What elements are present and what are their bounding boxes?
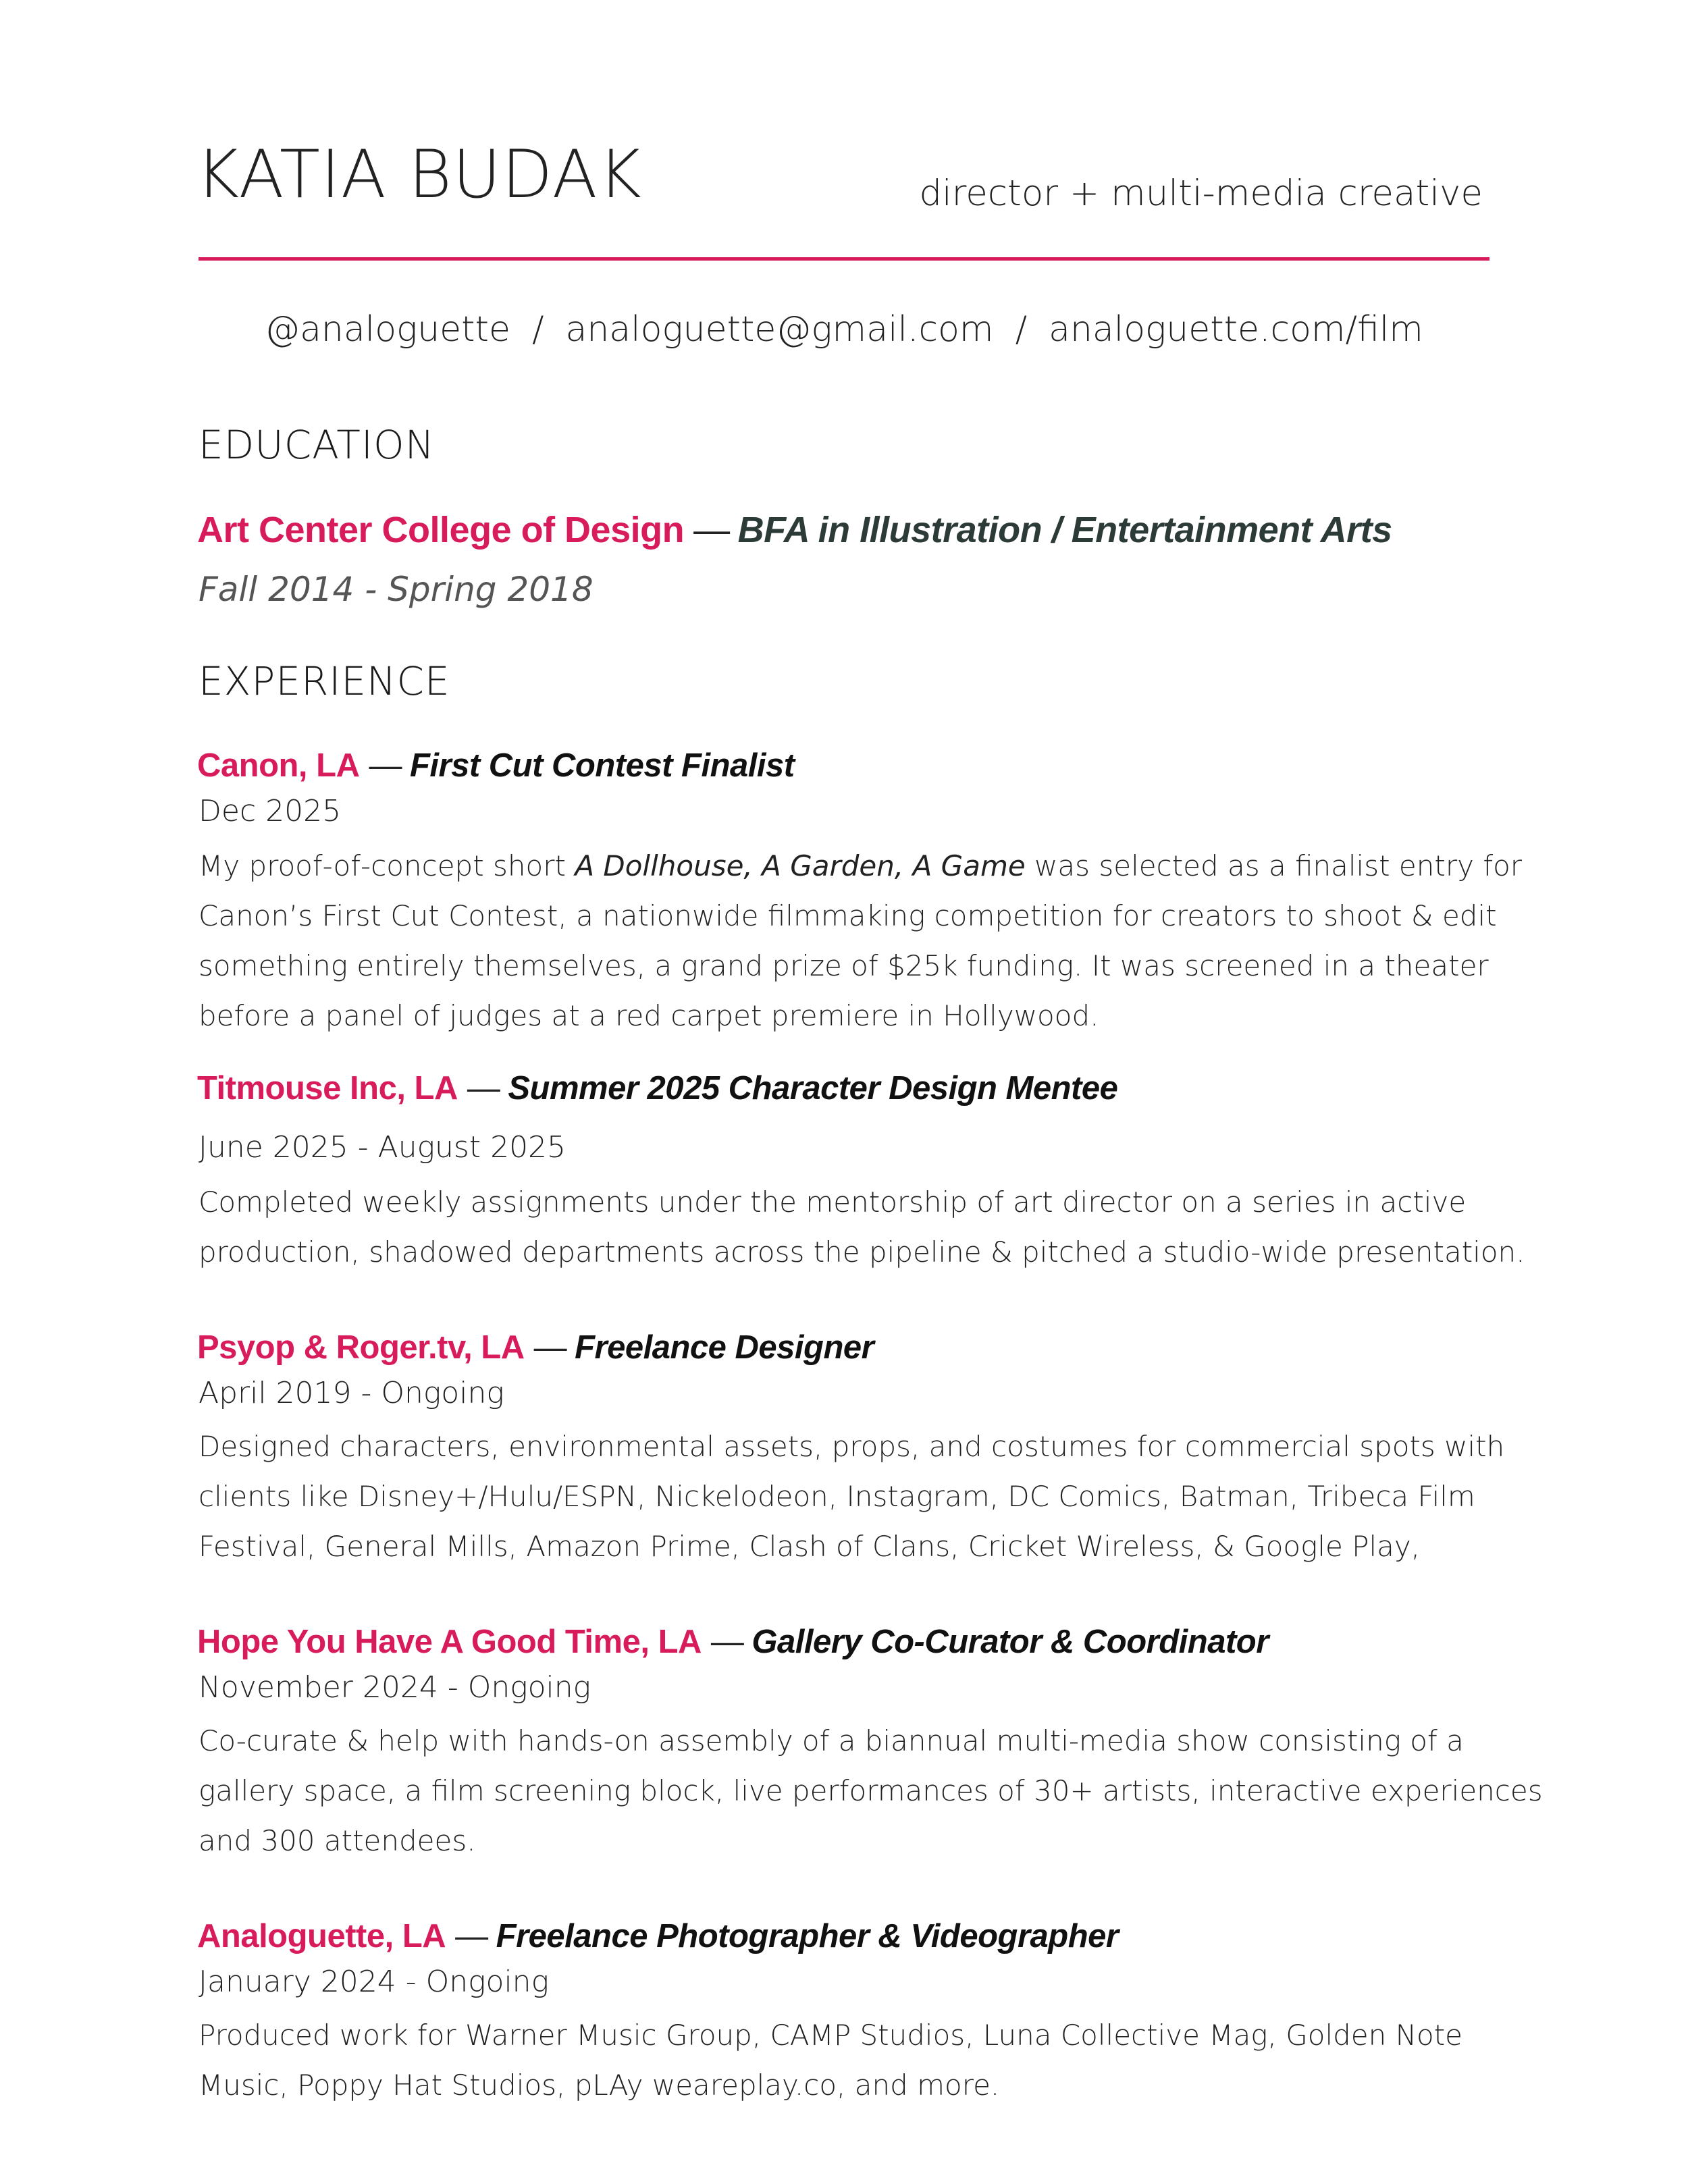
degree-name: BFA in Illustration / Entertainment Arts xyxy=(737,510,1392,550)
contact-separator: / xyxy=(1015,309,1028,350)
experience-entry-heading xyxy=(197,1626,1269,1659)
experience-dates: January 2024 - Ongoing xyxy=(199,1965,549,1999)
employer-name: Analoguette, LA xyxy=(197,1918,446,1954)
description-line: production, shadowed departments across the pipeline & pitched a studio-wide presentation. xyxy=(199,1235,1525,1269)
employer-name: Titmouse Inc, LA xyxy=(197,1070,458,1107)
job-title: Gallery Co-Curator & Coordinator xyxy=(751,1624,1269,1660)
job-title: First Cut Contest Finalist xyxy=(409,747,795,784)
employer-name: Psyop & Roger.tv, LA xyxy=(197,1329,525,1366)
heading-dash: — xyxy=(455,1918,488,1954)
email-address: analoguette@gmail.com xyxy=(565,309,994,350)
description-line: Festival, General Mills, Amazon Prime, Clash of Clans, Cricket Wireless, & Google Play, xyxy=(199,1530,1421,1563)
description-line: gallery space, a film screening block, live performances of 30+ artists, interactive experiences xyxy=(199,1774,1543,1807)
experience-dates: June 2025 - August 2025 xyxy=(199,1130,566,1165)
school-name: Art Center College of Design xyxy=(197,510,685,550)
description-line: Designed characters, environmental assets, props, and costumes for commercial spots with xyxy=(199,1430,1505,1463)
resume-name: KATIA BUDAK xyxy=(196,136,642,213)
experience-dates: April 2019 - Ongoing xyxy=(199,1376,504,1410)
heading-dash: — xyxy=(693,510,730,550)
contact-line xyxy=(0,309,1688,350)
description-line xyxy=(199,841,1522,891)
description-line: Canon’s First Cut Contest, a nationwide filmmaking competition for creators to shoot & edit xyxy=(199,899,1497,932)
description-line: Produced work for Warner Music Group, CAMP Studios, Luna Collective Mag, Golden Note xyxy=(199,2019,1463,2052)
job-title: Summer 2025 Character Design Mentee xyxy=(508,1070,1118,1107)
experience-heading: EXPERIENCE xyxy=(199,658,450,704)
heading-dash: — xyxy=(467,1070,500,1107)
description-text: My proof-of-concept short xyxy=(199,849,575,882)
job-title: Freelance Photographer & Videographer xyxy=(496,1918,1119,1954)
social-handle: @analoguette xyxy=(265,309,510,350)
description-line: Music, Poppy Hat Studios, pLAy weareplay.co, and more. xyxy=(199,2069,1000,2102)
heading-dash: — xyxy=(710,1624,744,1660)
description-line: before a panel of judges at a red carpet premiere in Hollywood. xyxy=(199,999,1099,1032)
description-text: was selected as a finalist entry for xyxy=(1025,849,1523,882)
film-title: A Dollhouse, A Garden, A Game xyxy=(575,849,1026,882)
resume-tagline: director + multi-media creative xyxy=(919,173,1483,214)
website-url: analoguette.com/film xyxy=(1049,309,1423,350)
header-divider xyxy=(199,257,1489,261)
description-line: Completed weekly assignments under the mentorship of art director on a series in active xyxy=(199,1186,1467,1219)
experience-dates: November 2024 - Ongoing xyxy=(199,1670,591,1705)
description-line: Co-curate & help with hands-on assembly of a biannual multi-media show consisting of a xyxy=(199,1724,1464,1757)
heading-dash: — xyxy=(533,1329,567,1366)
job-title: Freelance Designer xyxy=(575,1329,874,1366)
experience-description xyxy=(199,1716,1543,1866)
employer-name: Canon, LA xyxy=(197,747,360,784)
experience-entry-heading xyxy=(197,1072,1117,1105)
experience-entry-heading xyxy=(197,1920,1118,1953)
experience-description xyxy=(199,841,1522,1041)
description-line: and 300 attendees. xyxy=(199,1824,476,1857)
heading-dash: — xyxy=(369,747,402,784)
employer-name: Hope You Have A Good Time, LA xyxy=(197,1624,702,1660)
experience-description xyxy=(199,1422,1522,1572)
education-heading: EDUCATION xyxy=(199,422,436,468)
contact-separator: / xyxy=(531,309,544,350)
experience-description xyxy=(199,2010,1522,2110)
experience-description xyxy=(199,1177,1525,1277)
education-dates: Fall 2014 - Spring 2018 xyxy=(199,570,594,609)
experience-entry-heading xyxy=(197,749,795,782)
experience-dates: Dec 2025 xyxy=(199,794,342,828)
description-line: something entirely themselves, a grand prize of $25k funding. It was screened in a theater xyxy=(199,949,1489,982)
education-entry-heading xyxy=(197,512,1392,548)
experience-entry-heading xyxy=(197,1331,874,1364)
description-line: clients like Disney+/Hulu/ESPN, Nickelodeon, Instagram, DC Comics, Batman, Tribeca Film xyxy=(199,1480,1475,1513)
